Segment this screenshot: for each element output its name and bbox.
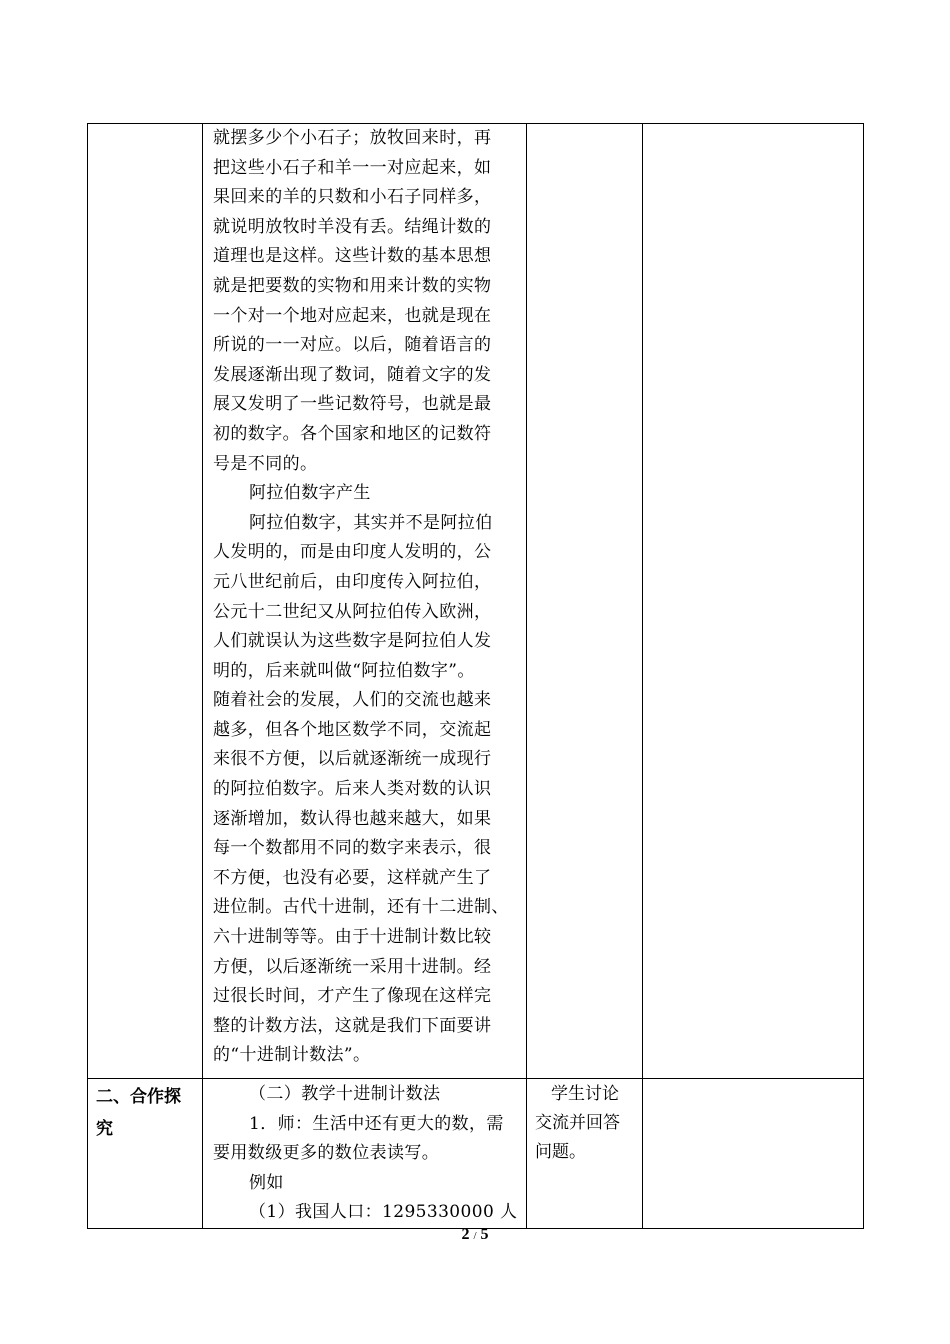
text-line: 一个对一个地对应起来，也就是现在 (213, 305, 492, 326)
text-line: 不方便，也没有必要，这样就产生了 (213, 867, 492, 888)
text-line: 号是不同的。 (213, 453, 318, 474)
text-line: 越多，但各个地区数学不同，交流起 (213, 719, 492, 740)
section-cell (88, 1079, 203, 1229)
text-line: 人们就误认为这些数字是阿拉伯人发 (213, 631, 492, 652)
text-line: 果回来的羊的只数和小石子同样多， (213, 187, 492, 208)
text-line: 明的，后来就叫做“阿拉伯数字”。 (213, 660, 475, 681)
paragraph-first-line: 阿拉伯数字，其实并不是阿拉伯 (249, 512, 493, 533)
text-line: 就是把要数的实物和用来计数的实物 (213, 275, 492, 296)
text-line: 所说的一一对应。以后，随着语言的 (213, 335, 492, 356)
text-line: 把这些小石子和羊一一对应起来，如 (213, 157, 492, 178)
text-line: 发展逐渐出现了数词，随着文字的发 (213, 364, 492, 385)
notes-cell (643, 124, 864, 1079)
table-row (88, 124, 864, 1079)
page-number: 2 / 5 (461, 1226, 489, 1243)
example-text: （1）我国人口：1295330000 人 (249, 1202, 518, 1223)
student-text: 学生讨论 (551, 1084, 619, 1104)
student-cell (527, 124, 643, 1079)
text-line: 初的数字。各个国家和地区的记数符 (213, 423, 492, 444)
text-line: 的“十进制计数法”。 (213, 1045, 371, 1066)
content-text (203, 124, 526, 479)
content-cell (203, 1079, 527, 1229)
notes-cell (643, 1079, 864, 1229)
paragraph-text (203, 538, 526, 1071)
text-line: 就说明放牧时羊没有丢。结绳计数的 (213, 216, 492, 237)
example-label: 例如 (249, 1172, 284, 1193)
text-line: 就摆多少个小石子；放牧回来时，再 (213, 128, 492, 148)
text-line: 过很长时间，才产生了像现在这样完 (213, 986, 492, 1007)
text-line: 道理也是这样。这些计数的基本思想 (213, 246, 492, 267)
text-line: 每一个数都用不同的数字来表示，很 (213, 838, 492, 859)
student-text: 交流并回答 (535, 1113, 620, 1133)
text-line: 整的计数方法，这就是我们下面要讲 (213, 1015, 492, 1036)
content-cell (203, 124, 527, 1079)
text-line: 进位制。古代十进制，还有十二进制、 (213, 897, 509, 918)
heading: （二）教学十进制计数法 (249, 1084, 441, 1104)
subtitle: 阿拉伯数字产生 (249, 483, 371, 504)
section-title: 二、合作探 究 (96, 1087, 181, 1139)
text-line: 的阿拉伯数字。后来人类对数的认识 (213, 779, 492, 800)
text-line: 六十进制等等。由于十进制计数比较 (213, 927, 492, 948)
student-text: 问题。 (535, 1142, 586, 1162)
lesson-table (87, 123, 864, 1229)
text-line: 逐渐增加，数认得也越来越大，如果 (213, 808, 492, 829)
text-line: 来很不方便，以后就逐渐统一成现行 (213, 749, 492, 770)
text-line: 方便，以后逐渐统一采用十进制。经 (213, 956, 492, 977)
item-text: 要用数级更多的数位表读写。 (213, 1143, 440, 1164)
text-line: 元八世纪前后，由印度传入阿拉伯， (213, 571, 492, 592)
text-line: 公元十二世纪又从阿拉伯传入欧洲， (213, 601, 492, 622)
text-line: 展又发明了一些记数符号，也就是最 (213, 394, 492, 415)
text-line: 随着社会的发展，人们的交流也越来 (213, 690, 492, 711)
item-text: 1．师：生活中还有更大的数，需 (249, 1113, 504, 1134)
student-cell (527, 1079, 643, 1229)
table-row (88, 1079, 864, 1229)
section-cell (88, 124, 203, 1079)
text-line: 人发明的，而是由印度人发明的，公 (213, 542, 492, 563)
